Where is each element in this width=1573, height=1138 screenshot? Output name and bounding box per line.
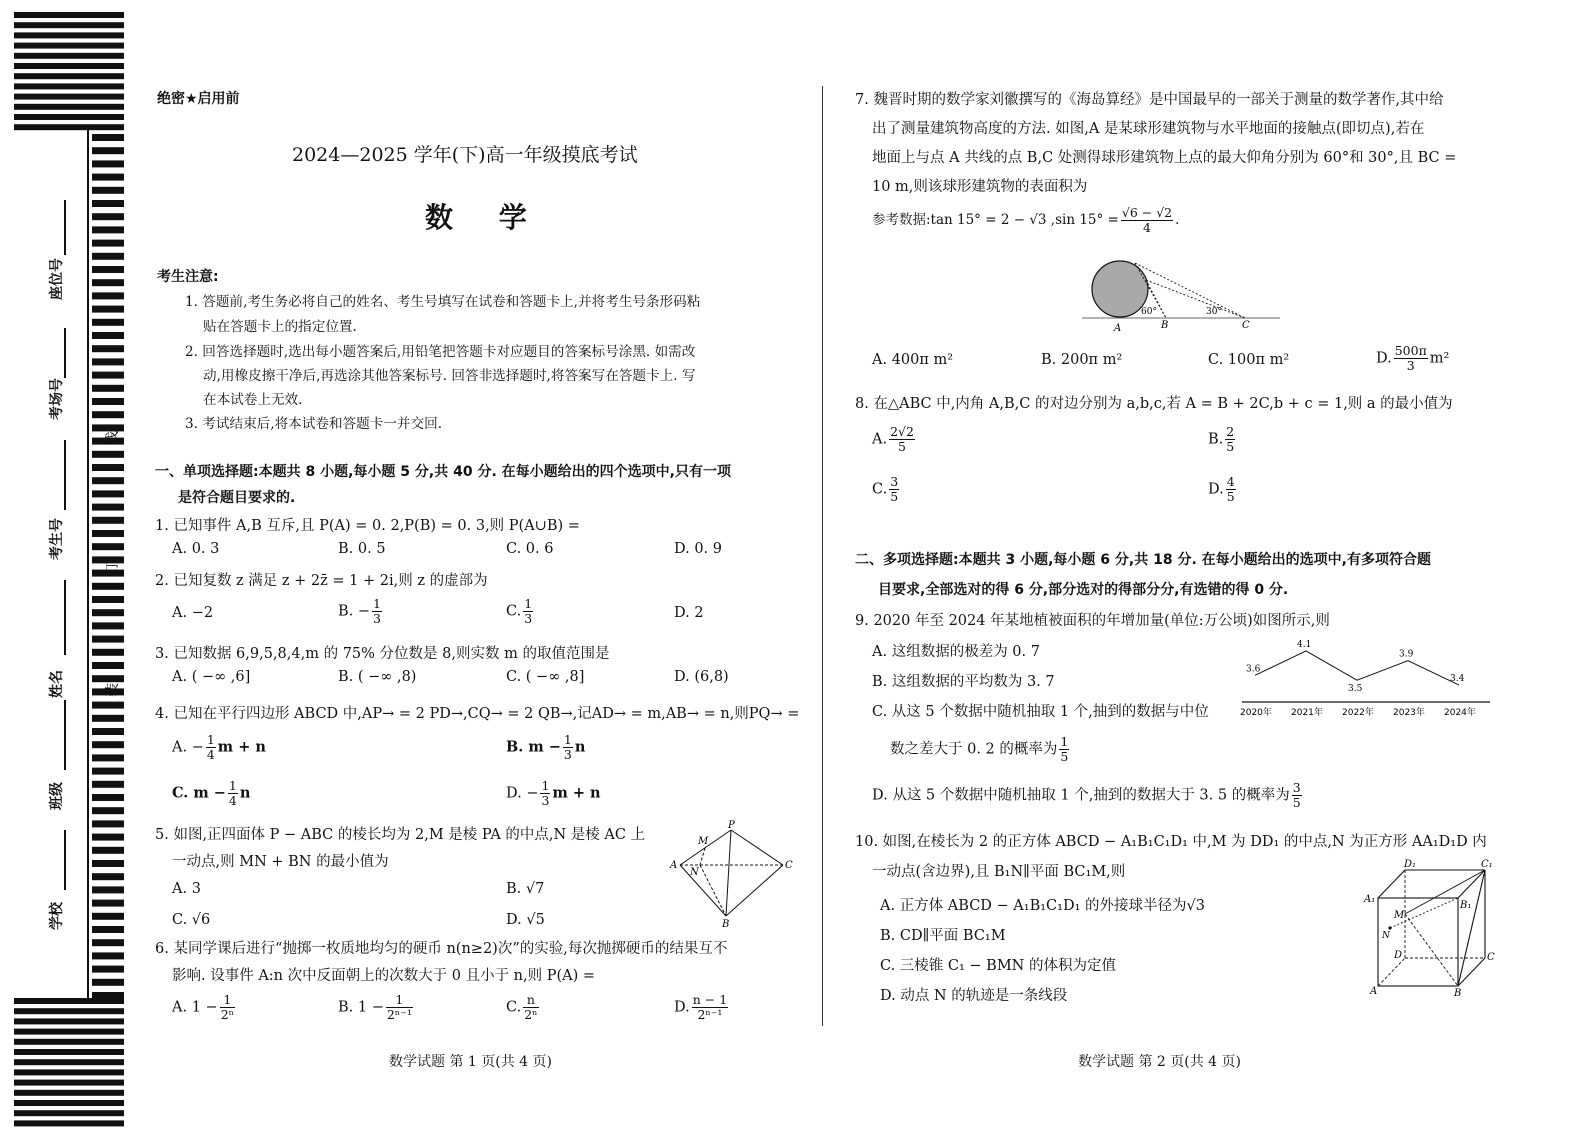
q7-reference-data: 参考数据:tan 15° = 2 − √3 ,sin 15° = $\frac{√6 - √2}{4}$ . xyxy=(872,205,1180,235)
stripe-top xyxy=(14,73,124,79)
exam-no-line xyxy=(64,440,66,510)
q7-label-b: B xyxy=(1161,320,1169,331)
school-label: 学校 xyxy=(49,902,65,930)
q9-line-chart xyxy=(1240,638,1492,718)
stripe-side xyxy=(92,979,124,986)
q5-label-n: N xyxy=(690,867,699,878)
q7-stem-line3: 地面上与点 A 共线的点 B,C 处测得球形建筑物上点的最大仰角分别为 60°和 30°,且 BC = xyxy=(872,150,1457,166)
stripe-side xyxy=(92,174,124,181)
stripe-top xyxy=(14,12,124,18)
secret-mark: 绝密★启用前 xyxy=(157,91,240,107)
x-tick-label: 2022年 xyxy=(1342,708,1374,718)
q6-stem-line1: 6. 某同学课后进行“抛掷一枚质地均匀的硬币 n(n≥2)次”的实验,每次抛掷硬币的结果互不 xyxy=(155,941,728,957)
notice-item3: 3. 考试结束后,将本试卷和答题卡一并交回. xyxy=(185,416,443,432)
q1-option-d[interactable]: D. 0. 9 xyxy=(674,541,722,557)
seat-line xyxy=(64,200,66,255)
q3-option-b[interactable]: B. ( −∞ ,8) xyxy=(338,669,417,685)
stripe-side xyxy=(92,847,124,854)
stripe-bottom xyxy=(14,1110,124,1116)
stripe-side xyxy=(92,834,124,841)
cut-line-char: 线 xyxy=(105,431,121,445)
exam-title: 2024—2025 学年(下)高一年级摸底考试 xyxy=(292,144,638,166)
stripe-bottom xyxy=(14,998,124,1004)
q10-label-b: B xyxy=(1454,988,1462,998)
q5-label-c: C xyxy=(785,860,793,871)
notice-item2a: 2. 回答选择题时,选出每小题答案后,用铅笔把答题卡对应题目的答案标号涂黑. 如需改 xyxy=(185,344,696,360)
notice-item2c: 在本试卷上无效. xyxy=(203,392,303,408)
stripe-bottom xyxy=(14,1018,124,1024)
stripe-side xyxy=(92,728,124,735)
seat-label: 座位号 xyxy=(49,258,65,300)
q10-stem-line1: 10. 如图,在棱长为 2 的正方体 ABCD − A₁B₁C₁D₁ 中,M 为 DD₁ 的中点,N 为正方形 AA₁D₁D 内 xyxy=(855,834,1487,850)
stripe-side xyxy=(92,609,124,616)
q7-option-c[interactable]: C. 100π m² xyxy=(1208,352,1290,368)
stripe-bottom xyxy=(14,1039,124,1045)
q5-label-b: B xyxy=(722,919,730,930)
series-line xyxy=(1255,651,1459,685)
q1-option-b[interactable]: B. 0. 5 xyxy=(338,541,386,557)
q5-option-d[interactable]: D. √5 xyxy=(506,912,545,928)
stripe-side xyxy=(92,345,124,352)
q5-stem-line1: 5. 如图,正四面体 P − ABC 的棱长均为 2,M 是棱 PA 的中点,N 是棱 AC 上 xyxy=(155,827,646,843)
q6-option-b[interactable]: B. 1 − $\frac{1}{\text{2ⁿ⁻¹}}$ xyxy=(338,992,412,1022)
q7-sphere-figure xyxy=(1080,256,1290,336)
stripe-top xyxy=(14,124,124,130)
stripe-top xyxy=(14,32,124,38)
notice-item1b: 贴在答题卡上的指定位置. xyxy=(203,319,357,335)
q10-label-d: D xyxy=(1394,950,1403,961)
stripe-side xyxy=(92,873,124,880)
q10-cube-figure xyxy=(1360,858,1500,998)
cut-zhuang-char: 装 xyxy=(105,683,121,697)
q7-stem-line1: 7. 魏晋时期的数学家刘徽撰写的《海岛算经》是中国最早的一部关于测量的数学著作,其中给 xyxy=(855,92,1444,108)
section2-line2: 目要求,全部选对的得 6 分,部分选对的得部分分,有选错的得 0 分. xyxy=(878,582,1289,598)
stripe-side xyxy=(92,741,124,748)
q5-label-p: P xyxy=(728,820,735,831)
stripe-side xyxy=(92,622,124,629)
stripe-side xyxy=(92,240,124,247)
stripe-top xyxy=(14,104,124,110)
q2-option-c[interactable]: C. $\frac{1}{3}$ xyxy=(506,596,533,626)
name-line xyxy=(64,580,66,655)
subject-title: 数 学 xyxy=(425,201,545,234)
stripe-side xyxy=(92,715,124,722)
q7-option-b[interactable]: B. 200π m² xyxy=(1041,352,1123,368)
stripe-bottom xyxy=(14,1080,124,1086)
q9-option-b[interactable]: B. 这组数据的平均数为 3. 7 xyxy=(872,674,1055,690)
q5-label-m: M xyxy=(698,836,709,847)
stripe-bottom xyxy=(14,1059,124,1065)
stripe-side xyxy=(92,517,124,524)
stripe-bottom xyxy=(14,1090,124,1096)
stripe-side xyxy=(92,952,124,959)
section1-line2: 是符合题目要求的. xyxy=(178,490,296,506)
q10-label-a1: A₁ xyxy=(1364,894,1376,905)
stripe-top xyxy=(14,43,124,49)
stripe-side xyxy=(92,530,124,537)
stripe-side xyxy=(92,662,124,669)
q1-stem: 1. 已知事件 A,B 互斥,且 P(A) = 0. 2,P(B) = 0. 3,则 P(A∪B) = xyxy=(155,518,580,534)
notice-title: 考生注意: xyxy=(157,269,219,285)
stripe-top xyxy=(14,94,124,100)
stripe-side xyxy=(92,213,124,220)
q10-label-c1: C₁ xyxy=(1481,859,1493,870)
q1-option-a[interactable]: A. 0. 3 xyxy=(172,541,220,557)
q4-option-c[interactable]: C. m − $\frac{1}{4}$ n xyxy=(172,778,251,808)
stripe-side xyxy=(92,385,124,392)
q5-stem-line2: 一动点,则 MN + BN 的最小值为 xyxy=(172,854,389,870)
data-label: 3.4 xyxy=(1450,674,1465,685)
q6-stem-line2: 影响. 设事件 A:n 次中反面朝上的次数大于 0 且小于 n,则 P(A) = xyxy=(172,968,596,984)
stripe-side xyxy=(92,860,124,867)
stripe-bottom xyxy=(14,1008,124,1014)
stripe-side xyxy=(92,926,124,933)
stripe-side xyxy=(92,768,124,775)
data-label: 4.1 xyxy=(1297,639,1312,650)
stripe-side xyxy=(92,966,124,973)
stripe-side xyxy=(92,332,124,339)
footer-page-1: 数学试题 第 1 页(共 4 页) xyxy=(389,1054,552,1070)
stripe-side xyxy=(92,134,124,141)
q10-label-b1: B₁ xyxy=(1460,900,1472,911)
stripe-side xyxy=(92,411,124,418)
stripe-top xyxy=(14,63,124,69)
q5-label-a: A xyxy=(670,860,678,871)
stripe-side xyxy=(92,675,124,682)
q6-option-c[interactable]: C. $\frac{n}{\text{2ⁿ}}$ xyxy=(506,992,538,1022)
stripe-side xyxy=(92,490,124,497)
stripe-side xyxy=(92,147,124,154)
q4-option-b[interactable]: B. m − $\frac{1}{3}$ n xyxy=(506,732,586,762)
q10-label-n: N xyxy=(1382,931,1390,941)
stripe-side xyxy=(92,266,124,273)
stripe-side xyxy=(92,807,124,814)
stripe-side xyxy=(92,477,124,484)
room-line xyxy=(64,328,66,378)
stripe-side xyxy=(92,451,124,458)
data-label: 3.6 xyxy=(1246,664,1261,675)
q10-option-b[interactable]: B. CD∥平面 BC₁M xyxy=(880,928,1006,944)
stripe-side xyxy=(92,583,124,590)
q10-label-c: C xyxy=(1487,952,1495,963)
name-label: 姓名 xyxy=(49,670,65,698)
q3-option-a[interactable]: A. ( −∞ ,6] xyxy=(172,669,251,685)
notice-item2b: 动,用橡皮擦干净后,再选涂其他答案标号. 回答非选择题时,将答案写在答题卡上. 写 xyxy=(203,368,696,384)
section1-line1: 一、单项选择题:本题共 8 小题,每小题 5 分,共 40 分. 在每小题给出的四个选项中,只有一项 xyxy=(155,464,731,480)
stripe-side xyxy=(92,372,124,379)
q7-label-c: C xyxy=(1242,320,1250,331)
stripe-side xyxy=(92,226,124,233)
stripe-side xyxy=(92,187,124,194)
stripe-side xyxy=(92,886,124,893)
q10-label-a: A xyxy=(1370,986,1378,997)
stripe-side xyxy=(92,754,124,761)
stripe-side xyxy=(92,398,124,405)
x-tick-label: 2021年 xyxy=(1291,708,1323,718)
stripe-side xyxy=(92,649,124,656)
stripe-side xyxy=(92,820,124,827)
data-label: 3.5 xyxy=(1348,684,1363,695)
q1-option-c[interactable]: C. 0. 6 xyxy=(506,541,554,557)
stripe-bottom xyxy=(14,1029,124,1035)
stripe-top xyxy=(14,53,124,59)
stripe-top xyxy=(14,83,124,89)
stripe-side xyxy=(92,794,124,801)
stripe-side xyxy=(92,781,124,788)
q2-option-b[interactable]: B. − $\frac{1}{3}$ xyxy=(338,596,381,626)
stripe-side xyxy=(92,900,124,907)
data-label: 3.9 xyxy=(1399,649,1414,660)
stripe-side xyxy=(92,913,124,920)
q10-stem-line2: 一动点(含边界),且 B₁N∥平面 BC₁M,则 xyxy=(872,864,1126,880)
stripe-side xyxy=(92,596,124,603)
q8-option-d[interactable]: D. $\frac{4}{5}$ xyxy=(1208,474,1235,504)
q4-option-a[interactable]: A. − $\frac{1}{4}$ m + n xyxy=(172,732,266,762)
notice-item1a: 1. 答题前,考生务必将自己的姓名、考生号填写在试卷和答题卡上,并将考生号条形码粘 xyxy=(185,294,701,310)
stripe-top xyxy=(14,22,124,28)
school-line xyxy=(64,830,66,890)
q7-label-30: 30° xyxy=(1206,307,1222,317)
q10-label-m: M xyxy=(1394,910,1405,921)
q5-option-c[interactable]: C. √6 xyxy=(172,912,211,928)
cut-ding-char: 订 xyxy=(105,561,121,575)
q8-option-a[interactable]: A. $\frac{2√2}{5}$ xyxy=(872,424,914,454)
q4-option-d[interactable]: D. − $\frac{1}{3}$ m + n xyxy=(506,778,601,808)
q3-option-c[interactable]: C. ( −∞ ,8] xyxy=(506,669,585,685)
q10-option-d[interactable]: D. 动点 N 的轨迹是一条线段 xyxy=(880,988,1068,1004)
q6-option-d[interactable]: D. $\frac{n - 1}{\text{2ⁿ⁻¹}}$ xyxy=(674,992,728,1022)
q3-stem: 3. 已知数据 6,9,5,8,4,m 的 75% 分位数是 8,则实数 m 的取值范围是 xyxy=(155,646,610,662)
q10-label-d1: D₁ xyxy=(1404,859,1417,870)
q7-option-a[interactable]: A. 400π m² xyxy=(872,352,954,368)
class-label: 班级 xyxy=(49,782,65,810)
q9-option-a[interactable]: A. 这组数据的极差为 0. 7 xyxy=(872,644,1040,660)
stripe-side xyxy=(92,200,124,207)
x-tick-label: 2024年 xyxy=(1444,708,1476,718)
stripe-bottom xyxy=(14,1049,124,1055)
q2-option-a[interactable]: A. −2 xyxy=(172,605,214,621)
stripe-side xyxy=(92,504,124,511)
q7-option-d[interactable]: D. $\frac{500\pi}{3}$ m² xyxy=(1376,343,1450,373)
q7-stem-line2: 出了测量建筑物高度的方法. 如图,A 是某球形建筑物与水平地面的接触点(即切点),若在 xyxy=(872,121,1425,137)
stripe-side xyxy=(92,279,124,286)
x-tick-label: 2020年 xyxy=(1240,708,1272,718)
class-line xyxy=(64,700,66,770)
footer-page-2: 数学试题 第 2 页(共 4 页) xyxy=(1078,1054,1241,1070)
room-label: 考场号 xyxy=(49,378,65,420)
section2-line1: 二、多项选择题:本题共 3 小题,每小题 6 分,共 18 分. 在每小题给出的选项中,有多项符合题 xyxy=(855,552,1431,568)
q7-stem-line4: 10 m,则该球形建筑物的表面积为 xyxy=(872,179,1088,195)
q2-stem: 2. 已知复数 z 满足 z + 2z̄ = 1 + 2i,则 z 的虚部为 xyxy=(155,573,488,589)
stripe-side xyxy=(92,636,124,643)
q4-stem: 4. 已知在平行四边形 ABCD 中,AP→ = 2 PD→,CQ→ = 2 QB→,记AD→ = m,AB→ = n,则PQ→ = xyxy=(155,706,800,722)
q9-option-d[interactable]: D. 从这 5 个数据中随机抽取 1 个,抽到的数据大于 3. 5 的概率为 $\frac{3}{5}$ xyxy=(872,780,1301,810)
q8-option-c[interactable]: C. $\frac{3}{5}$ xyxy=(872,474,899,504)
q3-option-d[interactable]: D. (6,8) xyxy=(674,669,729,685)
column-divider xyxy=(822,86,823,1026)
q2-option-d[interactable]: D. 2 xyxy=(674,605,704,621)
exam-no-label: 考生号 xyxy=(49,518,65,560)
stripe-bottom xyxy=(14,1069,124,1075)
stripe-side xyxy=(92,939,124,946)
stripe-side xyxy=(92,464,124,471)
q10-option-a[interactable]: A. 正方体 ABCD − A₁B₁C₁D₁ 的外接球半径为√3 xyxy=(880,898,1205,914)
stripe-side xyxy=(92,992,124,999)
stripe-side xyxy=(92,543,124,550)
q9-option-c-line2[interactable]: 数之差大于 0. 2 的概率为 $\frac{1}{5}$ xyxy=(890,734,1069,764)
stripe-bottom xyxy=(14,1100,124,1106)
q5-option-b[interactable]: B. √7 xyxy=(506,881,545,897)
q9-option-c-line1[interactable]: C. 从这 5 个数据中随机抽取 1 个,抽到的数据与中位 xyxy=(872,704,1209,720)
q8-stem: 8. 在△ABC 中,内角 A,B,C 的对边分别为 a,b,c,若 A = B + 2C,b + c = 1,则 a 的最小值为 xyxy=(855,396,1453,412)
stripe-side xyxy=(92,319,124,326)
stripe-side xyxy=(92,306,124,313)
q6-option-a[interactable]: A. 1 − $\frac{1}{\text{2ⁿ}}$ xyxy=(172,992,235,1022)
q7-label-a: A xyxy=(1114,323,1122,334)
q7-label-60: 60° xyxy=(1141,307,1157,317)
q5-tetrahedron-figure xyxy=(668,820,798,930)
stripe-side xyxy=(92,160,124,167)
stripe-side xyxy=(92,253,124,260)
stripe-top xyxy=(14,114,124,120)
stripe-bottom xyxy=(14,1120,124,1126)
stripe-side xyxy=(92,358,124,365)
q5-option-a[interactable]: A. 3 xyxy=(172,881,201,897)
x-tick-label: 2023年 xyxy=(1393,708,1425,718)
q9-stem: 9. 2020 年至 2024 年某地植被面积的年增加量(单位:万公顷)如图所示,则 xyxy=(855,613,1330,629)
stripe-side xyxy=(92,292,124,299)
q8-option-b[interactable]: B. $\frac{2}{5}$ xyxy=(1208,424,1235,454)
stripe-side xyxy=(92,702,124,709)
q10-option-c[interactable]: C. 三棱锥 C₁ − BMN 的体积为定值 xyxy=(880,958,1116,974)
